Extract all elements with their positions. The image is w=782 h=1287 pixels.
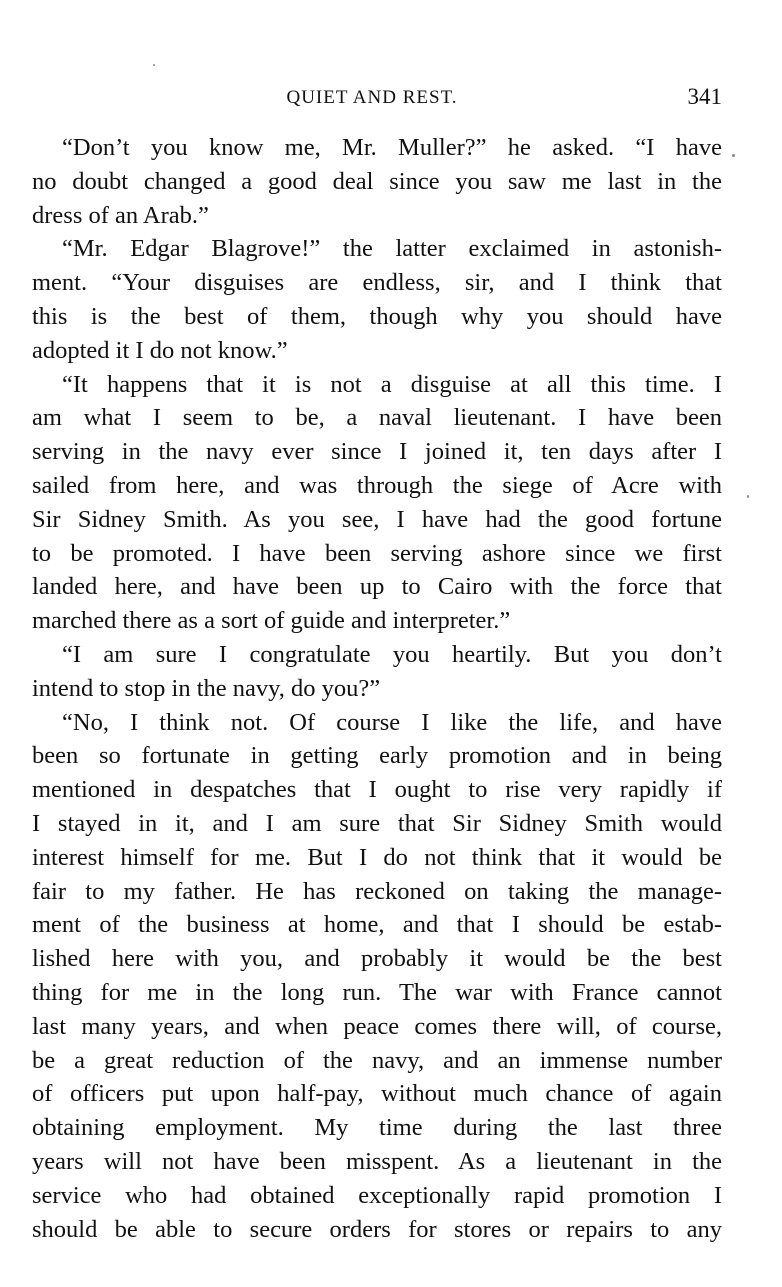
print-speck (747, 495, 749, 498)
page-number: 341 (687, 84, 722, 109)
text-line: “It happens that it is not a disguise at all this time. I (62, 370, 722, 398)
text-line: “No, I think not. Of course I like the life, and have (62, 708, 722, 736)
text-line: interest himself for me. But I do not think that it would be (32, 843, 722, 871)
print-speck (732, 154, 735, 157)
text-line: lished here with you, and probably it would be the best (32, 945, 722, 973)
text-line: Sir Sidney Smith. As you see, I have had the good fortune (32, 505, 722, 533)
text-line: mentioned in despatches that I ought to rise very rapidly if (32, 776, 722, 804)
text-line: “Don’t you know me, Mr. Muller?” he asked. “I have (62, 134, 722, 161)
text-line: been so fortunate in getting early promotion and in being (32, 742, 722, 770)
text-line: years will not have been misspent. As a lieutenant in the (32, 1147, 722, 1175)
text-line: ment of the business at home, and that I should be estab- (32, 911, 722, 939)
text-line: to be promoted. I have been serving ashore since we first (32, 539, 722, 567)
running-head (32, 84, 722, 114)
text-line: be a great reduction of the navy, and an immense number (32, 1046, 722, 1074)
print-speck (153, 64, 155, 66)
text-line: this is the best of them, though why you should have (32, 302, 722, 330)
text-line: intend to stop in the navy, do you?” (32, 674, 381, 702)
text-line: dress of an Arab.” (32, 201, 209, 229)
text-line: marched there as a sort of guide and interpreter.” (32, 607, 511, 635)
text-line: should be able to secure orders for stores or repairs to any (32, 1215, 722, 1243)
running-title: QUIET AND REST. (286, 87, 458, 108)
text-line: fair to my father. He has reckoned on taking the manage- (32, 877, 722, 905)
text-line: thing for me in the long run. The war with France cannot (32, 978, 722, 1006)
text-line: of officers put upon half-pay, without much chance of again (32, 1080, 722, 1108)
text-line: service who had obtained exceptionally rapid promotion I (32, 1181, 722, 1209)
body-text (32, 131, 722, 1246)
text-line: ment. “Your disguises are endless, sir, and I think that (32, 269, 722, 297)
text-line: “Mr. Edgar Blagrove!” the latter exclaimed in astonish- (62, 235, 722, 263)
text-line: landed here, and have been up to Cairo with the force that (32, 573, 722, 601)
text-line: obtaining employment. My time during the last three (32, 1114, 722, 1142)
text-line: am what I seem to be, a naval lieutenant. I have been (32, 404, 722, 432)
text-line: “I am sure I congratulate you heartily. But you don’t (62, 640, 722, 668)
text-line: adopted it I do not know.” (32, 336, 288, 364)
text-line: no doubt changed a good deal since you saw me last in the (32, 167, 722, 195)
text-line: serving in the navy ever since I joined it, ten days after I (32, 438, 722, 466)
text-line: last many years, and when peace comes there will, of course, (32, 1012, 722, 1040)
text-line: sailed from here, and was through the siege of Acre with (32, 471, 722, 499)
text-line: I stayed in it, and I am sure that Sir Sidney Smith would (32, 809, 722, 837)
